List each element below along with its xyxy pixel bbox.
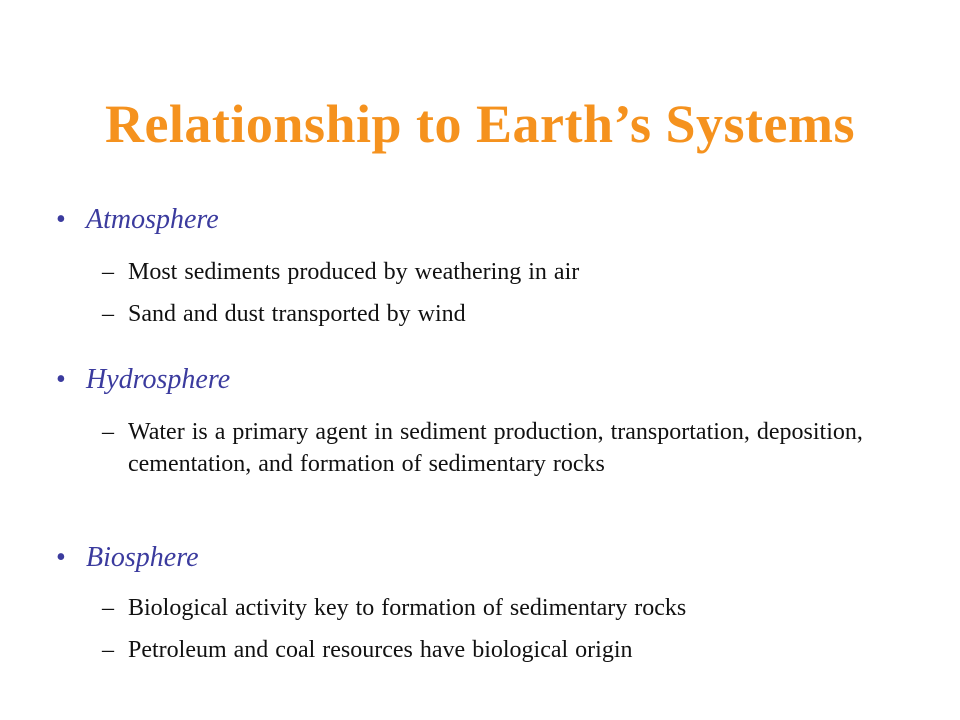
bullet-heading: Biosphere [86, 542, 199, 573]
bullet-biosphere [56, 540, 199, 576]
sub-point [102, 256, 864, 288]
dash-icon: – [102, 595, 114, 621]
bullet-hydrosphere [56, 362, 230, 398]
bullet-dot-icon: • [56, 542, 66, 573]
sub-point [102, 592, 864, 624]
bullet-heading: Hydrosphere [86, 364, 231, 395]
sub-point-text: Sand and dust transported by wind [128, 301, 466, 327]
sub-point [102, 298, 864, 330]
dash-icon: – [102, 419, 114, 445]
sub-point-text: Most sediments produced by weathering in air [128, 259, 580, 285]
sub-point-text: Biological activity key to formation of sedimentary rocks [128, 595, 687, 621]
bullet-dot-icon: • [56, 364, 66, 395]
sub-point [102, 416, 864, 480]
dash-icon: – [102, 259, 114, 285]
sub-point-text: Petroleum and coal resources have biological origin [128, 637, 633, 663]
sub-point [102, 634, 864, 666]
sub-point-text: Water is a primary agent in sediment production, transportation, deposition, cementation, and formation of sedimentary rocks [128, 419, 863, 477]
bullet-atmosphere [56, 202, 219, 238]
bullet-heading: Atmosphere [86, 204, 219, 235]
dash-icon: – [102, 301, 114, 327]
slide-title: Relationship to Earth’s Systems [104, 94, 856, 154]
bullet-dot-icon: • [56, 204, 66, 235]
dash-icon: – [102, 637, 114, 663]
